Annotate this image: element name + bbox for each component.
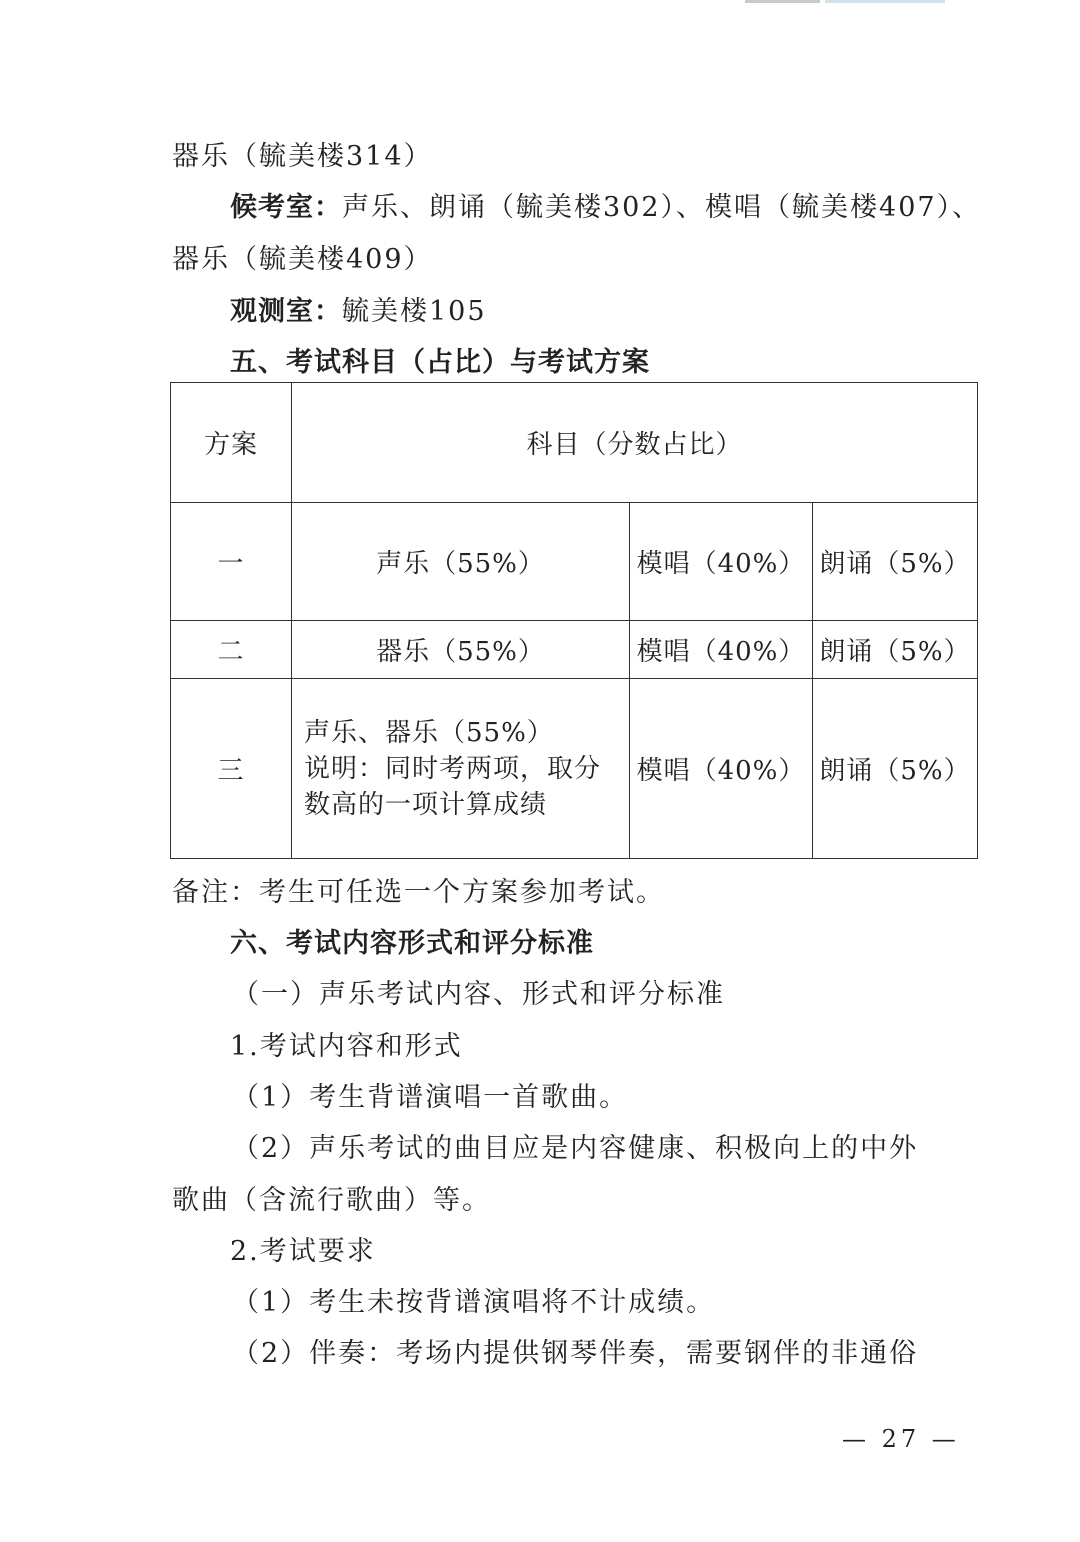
- section-6-heading: 六、考试内容形式和评分标准: [230, 928, 594, 959]
- item-1-paragraph-2: （2）声乐考试的曲目应是内容健康、积极向上的中外: [232, 1133, 919, 1164]
- cell-mochang: 模唱（40%）: [630, 679, 813, 859]
- paragraph-instrument-waiting: 器乐（毓美楼409）: [172, 244, 433, 275]
- main-subject-line: 声乐、器乐（55%）: [304, 717, 554, 748]
- table-row: [171, 679, 978, 859]
- item-2-title: 2.考试要求: [230, 1236, 376, 1267]
- cell-langsong: 朗诵（5%）: [813, 621, 978, 679]
- table-note: 备注：考生可任选一个方案参加考试。: [172, 877, 665, 908]
- cell-plan: 一: [171, 503, 292, 621]
- page-number: — 27 —: [842, 1425, 960, 1453]
- cell-mochang: 模唱（40%）: [630, 621, 813, 679]
- cell-langsong: 朗诵（5%）: [813, 503, 978, 621]
- cell-plan: 二: [171, 621, 292, 679]
- cell-main-subject: [292, 679, 630, 859]
- cell-mochang: 模唱（40%）: [630, 503, 813, 621]
- item-1-paragraph-2-cont: 歌曲（含流行歌曲）等。: [172, 1185, 491, 1216]
- cell-plan: 三: [171, 679, 292, 859]
- cell-langsong: 朗诵（5%）: [813, 679, 978, 859]
- table-header-row: [171, 383, 978, 503]
- explanation-line: 说明：同时考两项，取分: [304, 753, 602, 784]
- item-2-paragraph-1: （1）考生未按背谱演唱将不计成绩。: [232, 1287, 716, 1318]
- observation-room-detail: 毓美楼105: [342, 296, 487, 327]
- item-1-paragraph-1: （1）考生背谱演唱一首歌曲。: [232, 1082, 629, 1113]
- label-observation-room: 观测室：: [230, 296, 342, 327]
- header-subjects: 科目（分数占比）: [292, 383, 978, 503]
- cell-main-subject: 器乐（55%）: [292, 621, 630, 679]
- paragraph-instrument-room: 器乐（毓美楼314）: [172, 141, 433, 172]
- explanation-line: 数高的一项计算成绩: [304, 789, 548, 820]
- subsection-vocal-heading: （一）声乐考试内容、形式和评分标准: [232, 979, 725, 1010]
- label-waiting-room: 候考室：: [230, 192, 342, 223]
- cell-main-subject: 声乐（55%）: [292, 503, 630, 621]
- top-scan-mark: [745, 0, 945, 4]
- table-row: [171, 503, 978, 621]
- item-1-title: 1.考试内容和形式: [230, 1031, 463, 1062]
- item-2-paragraph-2: （2）伴奏：考场内提供钢琴伴奏，需要钢伴的非通俗: [232, 1338, 919, 1369]
- header-plan: 方案: [171, 383, 292, 503]
- waiting-room-detail: 声乐、朗诵（毓美楼302）、模唱（毓美楼407）、: [342, 192, 982, 223]
- table-row: [171, 621, 978, 679]
- paragraph-waiting-room: [230, 191, 981, 225]
- paragraph-observation-room: [230, 295, 487, 329]
- exam-plan-table: [170, 382, 978, 859]
- section-5-heading: 五、考试科目（占比）与考试方案: [230, 347, 650, 378]
